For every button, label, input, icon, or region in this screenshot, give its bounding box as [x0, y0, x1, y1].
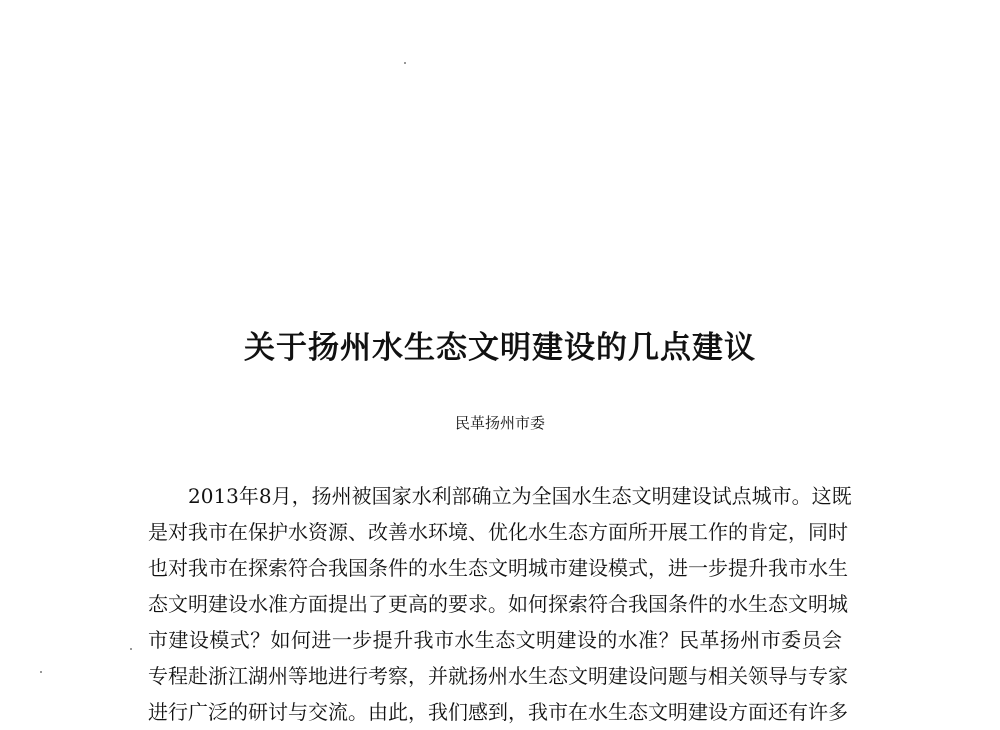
body-line: 市建设模式？如何进一步提升我市水生态文明建设的水准？民革扬州市委员会	[148, 628, 842, 652]
document-author: 民革扬州市委	[454, 414, 545, 432]
body-line: 2013年8月，扬州被国家水利部确立为全国水生态文明建设试点城市。这既	[188, 484, 852, 508]
body-line: 也对我市在探索符合我国条件的水生态文明城市建设模式，进一步提升我市水生	[148, 556, 848, 580]
body-line: 专程赴浙江湖州等地进行考察，并就扬州水生态文明建设问题与相关领导与专家	[148, 664, 848, 688]
scan-speck	[404, 62, 406, 64]
body-line: 进行广泛的研讨与交流。由此，我们感到，我市在水生态文明建设方面还有许多	[148, 700, 848, 724]
document-title: 关于扬州水生态文明建设的几点建议	[244, 330, 756, 366]
scan-speck	[130, 648, 132, 650]
body-line: 是对我市在保护水资源、改善水环境、优化水生态方面所开展工作的肯定，同时	[148, 520, 848, 544]
scan-speck	[40, 671, 42, 673]
body-line: 态文明建设水准方面提出了更高的要求。如何探索符合我国条件的水生态文明城	[148, 592, 848, 616]
body-paragraph	[148, 478, 852, 730]
